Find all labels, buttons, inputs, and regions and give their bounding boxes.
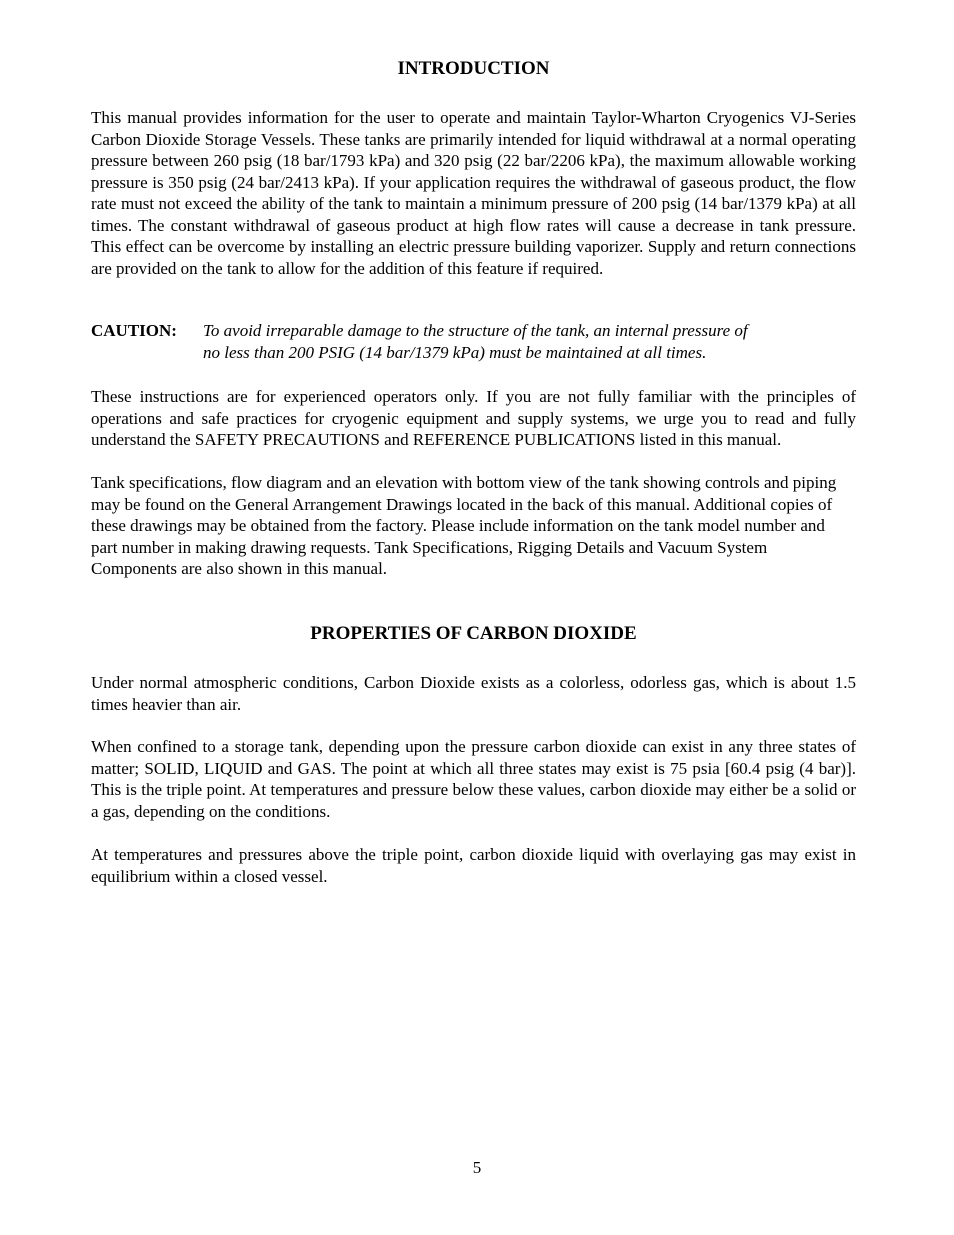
caution-label: CAUTION: <box>91 321 177 340</box>
introduction-paragraph-1: This manual provides information for the user to operate and maintain Taylor-Wharton Cryogenics VJ-Series Carbon Dioxide Storage Vessels. These tanks are primarily intended for liquid withdrawal at a normal operating pressure between 260 psig (18 bar/1793 kPa) and 320 psig (22 bar/2206 kPa), the maximum allowable working pressure is 350 psig (24 bar/2413 kPa). If your application requires the withdrawal of gaseous product, the flow rate must not exceed the ability of the tank to maintain a minimum pressure of 200 psig (14 bar/1379 kPa) at all times. The constant withdrawal of gaseous product at high flow rates will cause a decrease in tank pressure. This effect can be overcome by installing an electric pressure building vaporizer. Supply and return connections are provided on the tank to allow for the addition of this feature if required. <box>91 108 856 278</box>
properties-paragraph-2: When confined to a storage tank, depending upon the pressure carbon dioxide can exist in any three states of matter; SOLID, LIQUID and GAS. The point at which all three states may exist is 75 psia [60.4 psig (4 bar)]. This is the triple point. At temperatures and pressure below these values, carbon dioxide may either be a solid or a gas, depending on the conditions. <box>91 737 856 821</box>
properties-heading: PROPERTIES OF CARBON DIOXIDE <box>310 623 637 644</box>
caution-text-line-1: To avoid irreparable damage to the structure of the tank, an internal pressure of <box>203 321 748 340</box>
properties-paragraph-3: At temperatures and pressures above the triple point, carbon dioxide liquid with overlaying gas may exist in equilibrium within a closed vessel. <box>91 845 856 886</box>
caution-text <box>203 320 803 363</box>
introduction-paragraph-3: Tank specifications, flow diagram and an elevation with bottom view of the tank showing controls and piping may be found on the General Arrangement Drawings located in the back of this manual. Additional copies of these drawings may be obtained from the factory. Please include information on the tank model number and part number in making drawing requests. Tank Specifications, Rigging Details and Vacuum System Components are also shown in this manual. <box>91 473 837 578</box>
properties-paragraph-1: Under normal atmospheric conditions, Carbon Dioxide exists as a colorless, odorless gas, which is about 1.5 times heavier than air. <box>91 673 856 714</box>
caution-text-line-2: no less than 200 PSIG (14 bar/1379 kPa) must be maintained at all times. <box>203 342 707 362</box>
introduction-paragraph-2: These instructions are for experienced operators only. If you are not fully familiar with the principles of operations and safe practices for cryogenic equipment and supply systems, we urge you to read and fully understand the SAFETY PRECAUTIONS and REFERENCE PUBLICATIONS listed in this manual. <box>91 387 856 449</box>
page-number: 5 <box>472 1158 482 1177</box>
introduction-heading: INTRODUCTION <box>397 58 550 79</box>
